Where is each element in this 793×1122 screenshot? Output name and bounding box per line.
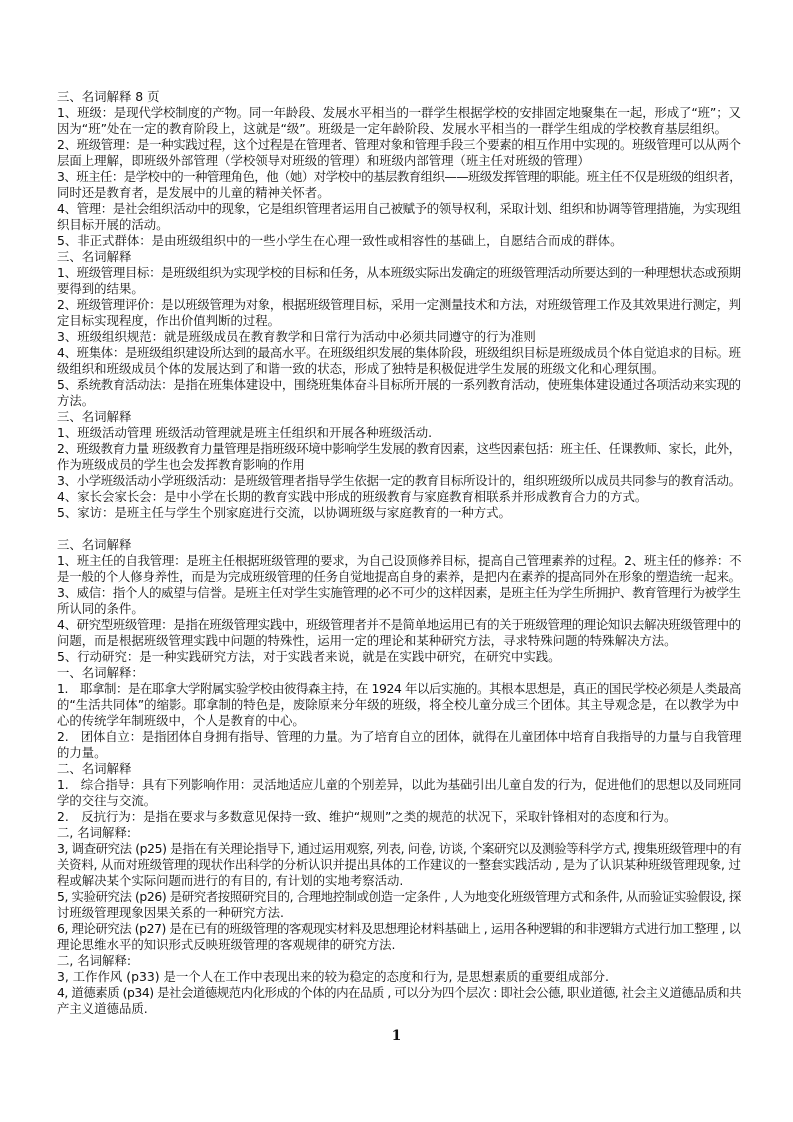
text-line: 要得到的结果。 — [57, 281, 144, 296]
text-line: 3、威信：指个人的威望与信誉。是班主任对学生实施管理的必不可少的这样因素，是班主任为学生所拥护、教育管理行为被学生 — [57, 585, 741, 600]
text-line: 方法。 — [57, 393, 95, 408]
text-line: 作为班级成员的学生也会发挥教育影响的作用 — [57, 457, 305, 472]
text-line: 5、行动研究：是一种实践研究方法，对于实践者来说，就是在实践中研究，在研究中实践。 — [57, 649, 561, 664]
text-line: 1. 耶拿制：是在耶拿大学附属实验学校由彼得森主持，在 1924 年以后实施的。其根本思想是，真正的国民学校必须是人类最高 — [57, 681, 741, 696]
section-heading: 三、名词解释 — [57, 249, 132, 264]
section-heading: 二, 名词解释: — [57, 825, 132, 840]
text-line: 2、班级管理评价：是以班级管理为对象，根据班级管理目标，采用一定测量技术和方法，对班级管理工作及其效果进行测定，判 — [57, 297, 741, 312]
text-line: 5、系统教育活动法：是指在班集体建设中，围绕班集体奋斗目标所开展的一系列教育活动，使班集体建设通过各项活动来实现的 — [57, 377, 741, 392]
text-line: 1、班级活动管理 班级活动管理就是班主任组织和开展各种班级活动. — [57, 425, 433, 440]
section-heading: 三、名词解释 8 页 — [57, 89, 160, 104]
text-line: 理论思维水平的知识形式反映班级管理的客观规律的研究方法. — [57, 937, 396, 952]
text-line: 定目标实现程度，作出价值判断的过程。 — [57, 313, 281, 328]
text-line: 因为“班”处在一定的教育阶段上，这就是“级”。班级是一定年龄阶段、发展水平相当的一群学生组成的学校教育基层组织。 — [57, 121, 727, 136]
text-line: 所认同的条件。 — [57, 601, 144, 616]
text-line: 层面上理解，即班级外部管理（学校领导对班级的管理）和班级内部管理（班主任对班级的管理） — [57, 153, 590, 168]
text-line: 级组织和班级成员个体的发展达到了和谐一致的状态，形成了独特是积极促进学生发展的班级文化和心理氛围。 — [57, 361, 665, 376]
text-line: 4、家长会家长会：是中小学在长期的教育实践中形成的班级教育与家庭教育相联系并形成教育合力的方式。 — [57, 489, 648, 504]
text-line: 程或解决某个实际问题而进行的有目的, 有计划的实地考察活动. — [57, 873, 404, 888]
text-line: 3、班主任：是学校中的一种管理角色，他（她）对学校中的基层教育组织——班级发挥管理的职能。班主任不仅是班级的组织者， — [57, 169, 742, 184]
text-line: 学的交往与交流。 — [57, 793, 157, 808]
text-line: 5、非正式群体：是由班级组织中的一些小学生在心理一致性或相容性的基础上，自愿结合而成的群体。 — [57, 233, 623, 248]
text-line: 心的传统学年制班级中，个人是教育的中心。 — [57, 713, 305, 728]
text-line — [57, 521, 739, 537]
text-line: 4、研究型班级管理：是指在班级管理实践中，班级管理者并不是简单地运用已有的关于班级管理的理论知识去解决班级管理中的 — [57, 617, 741, 632]
text-line: 织目标开展的活动。 — [57, 217, 169, 232]
text-line: 6, 理论研究法 (p27) 是在已有的班级管理的客观现实材料及思想理论材料基础上 , 运用各种逻辑的和非逻辑方式进行加工整理 , 以 — [57, 921, 741, 936]
section-heading: 三、名词解释 — [57, 409, 132, 424]
text-line: 2. 反抗行为：是指在要求与多数意见保持一致、维护“规则”之类的规范的状况下，采取针锋相对的态度和行为。 — [57, 809, 677, 824]
text-line: 4、班集体：是班级组织建设所达到的最高水平。在班级组织发展的集体阶段，班级组织目标是班级成员个体自觉追求的目标。班 — [57, 345, 741, 360]
text-line: 4、管理：是社会组织活动中的现象，它是组织管理者运用自己被赋予的领导权利，采取计划、组织和协调等管理措施，为实现组 — [57, 201, 741, 216]
text-line: 3、小学班级活动小学班级活动：是班级管理者指导学生依据一定的教育目标所设计的，组织班级所以成员共同参与的教育活动。 — [57, 473, 741, 488]
page-number: 1 — [391, 1028, 402, 1044]
text-line: 5, 实验研究法 (p26) 是研究者按照研究目的, 合理地控制或创造一定条件 , 人为地变化班级管理方式和条件, 从而验证实验假设, 探 — [57, 889, 741, 904]
text-line: 2、班级管理：是一种实践过程，这个过程是在管理者、管理对象和管理手段三个要素的相互作用中实现的。班级管理可以从两个 — [57, 137, 741, 152]
text-line: 1、班级：是现代学校制度的产物。同一年龄段、发展水平相当的一群学生根据学校的安排固定地聚集在一起，形成了“班”；又 — [57, 105, 741, 120]
text-line: 1、班级管理目标：是班级组织为实现学校的目标和任务，从本班级实际出发确定的班级管理活动所要达到的一种理想状态或预期 — [57, 265, 741, 280]
text-line: 关资料, 从而对班级管理的现状作出科学的分析认识并提出具体的工作建议的一整套实践活动 , 是为了认识某种班级管理现象, 过 — [57, 857, 741, 872]
text-line: 5、家访：是班主任与学生个别家庭进行交流，以协调班级与家庭教育的一种方式。 — [57, 505, 511, 520]
text-line: 2. 团体自立：是指团体自身拥有指导、管理的力量。为了培育自立的团体，就得在儿童团体中培育自我指导的力量与自我管理 — [57, 729, 742, 744]
text-line: 讨班级管理现象因果关系的一种研究方法. — [57, 905, 284, 920]
text-line: 3、班级组织规范：就是班级成员在教育教学和日常行为活动中必须共同遵守的行为准则 — [57, 329, 536, 344]
text-line: 4, 道德素质 (p34) 是社会道德规范内化形成的个体的内在品质 , 可以分为四个层次 : 即社会公德, 职业道德, 社会主义道德品质和共 — [57, 985, 742, 1000]
text-line: 3, 工作作风 (p33) 是一个人在工作中表现出来的较为稳定的态度和行为, 是思想素质的重要组成部分. — [57, 969, 609, 984]
text-line: 3, 调查研究法 (p25) 是指在有关理论指导下, 通过运用观察, 列表, 问卷, 访谈, 个案研究以及测验等科学方式, 搜集班级管理中的有 — [57, 841, 742, 856]
document-body — [57, 89, 742, 1017]
text-line: 的力量。 — [57, 745, 107, 760]
section-heading: 一、名词解释： — [57, 665, 144, 680]
section-heading: 二, 名词解释: — [57, 953, 132, 968]
text-line: 2、班级教育力量 班级教育力量管理是指班级环境中影响学生发展的教育因素，这些因素包括：班主任、任课教师、家长，此外， — [57, 441, 741, 456]
text-line: 1. 综合指导：具有下列影响作用：灵活地适应儿童的个别差异，以此为基础引出儿童自发的行为，促进他们的思想以及同班同 — [57, 777, 742, 792]
text-line: 同时还是教育者，是发展中的儿童的精神关怀者。 — [57, 185, 330, 200]
text-line: 问题，而是根据班级管理实践中问题的特殊性，运用一定的理论和某种研究方法，寻求特殊问题的特殊解决方法。 — [57, 633, 677, 648]
text-line: 的“生活共同体”的缩影。耶拿制的特色是，废除原来分年级的班级，将全校儿童分成三个团体。其主导观念是，在以教学为中 — [57, 697, 739, 712]
text-line: 产主义道德品质. — [57, 1001, 148, 1016]
section-heading: 二、名词解释 — [57, 761, 132, 776]
text-line: 是一般的个人修身养性，而是为完成班级管理的任务自觉地提高自身的素养，是把内在素养的提高同外在形象的塑造统一起来。 — [57, 569, 741, 584]
section-heading: 三、名词解释 — [57, 537, 132, 552]
text-line: 1、班主任的自我管理：是班主任根据班级管理的要求，为自己设顶修养目标，提高自己管理素养的过程。2、班主任的修养：不 — [57, 553, 742, 568]
